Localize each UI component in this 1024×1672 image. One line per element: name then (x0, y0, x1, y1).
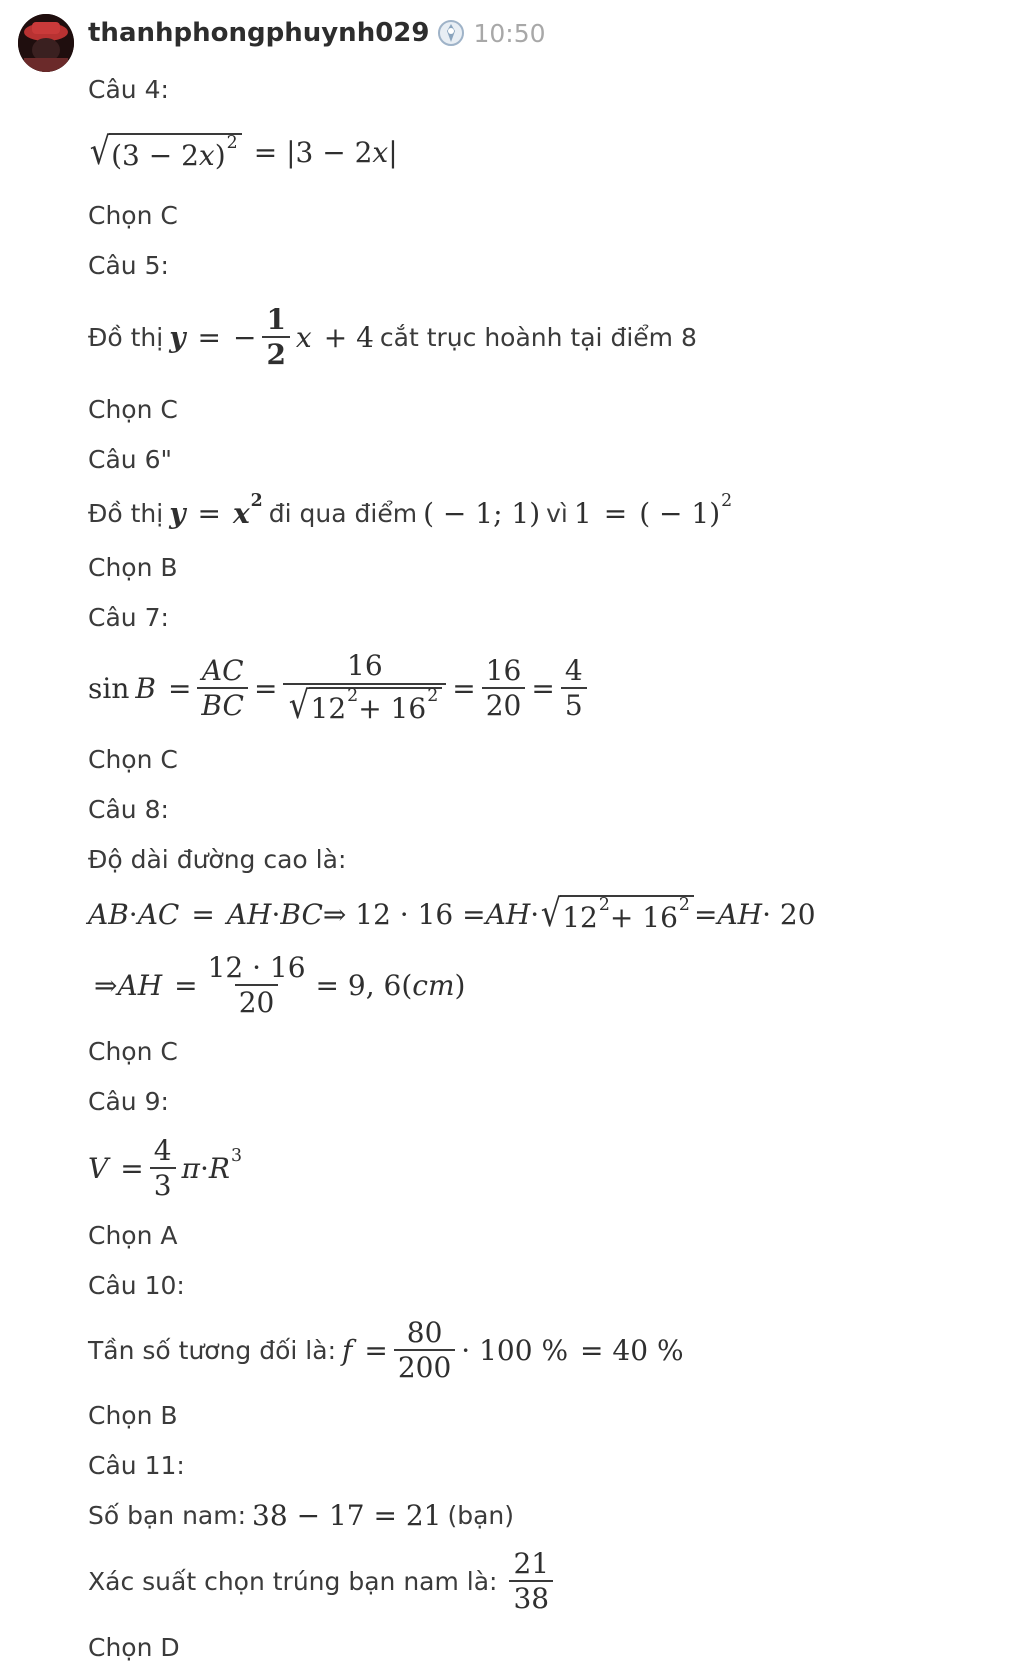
q11-answer-text: Chọn D (88, 1632, 180, 1662)
q8-text: Câu 8: (88, 794, 169, 824)
q11b-pre-text: Xác suất chọn trúng bạn nam là: (88, 1566, 498, 1596)
rank-badge-icon (437, 19, 465, 47)
q11-text: Câu 11: (88, 1450, 185, 1480)
q11-line-a: Số bạn nam: 38 − 17 = 21 (bạn) (88, 1498, 515, 1532)
q6-text: Câu 6" (88, 444, 172, 474)
question-10-label (88, 1260, 1008, 1310)
question-11-label (88, 1440, 1008, 1490)
q11a-pre-text: Số bạn nam: (88, 1500, 247, 1530)
question-4-label (88, 64, 1008, 114)
q11-line-b: Xác suất chọn trúng bạn nam là: $\frac{21}{38}$ (88, 1540, 1008, 1622)
message-time: 10:50 (473, 18, 546, 48)
q11a-post-text: (bạn) (447, 1500, 515, 1530)
q4-formula: √ (3 − 2 x ) 2 = |3 − 2 x | (89, 128, 398, 173)
q9-text: Câu 9: (88, 1086, 169, 1116)
q10-answer (88, 1390, 1008, 1440)
q7-answer-text: Chọn C (88, 744, 178, 774)
q5-text: Câu 5: (88, 250, 169, 280)
q8-text-line (88, 834, 1008, 884)
q5-line: Đồ thị y = − $\frac{1}{2}$ x + 4 cắt trục hoành tại điểm 8 (88, 302, 697, 371)
q7-answer (88, 734, 1008, 784)
question-6-label (88, 434, 1008, 484)
q7-text: Câu 7: (88, 602, 169, 632)
q6-mid-text: đi qua điểm (268, 498, 418, 528)
q9-answer (88, 1210, 1008, 1260)
q5-answer-text: Chọn C (88, 394, 178, 424)
question-8-label (88, 784, 1008, 834)
q10-text: Câu 10: (88, 1270, 185, 1300)
q10-pre-text: Tần số tương đối là: (88, 1335, 336, 1365)
avatar[interactable] (18, 14, 74, 72)
q4-text: Câu 4: (88, 74, 169, 104)
q7-formula: sin B = $\frac{AC}{BC}$ = 16 √ 12 2 + 16 2 = $\frac{16}{20}$ = $\frac{4}{5}$ (88, 642, 1008, 734)
question-5-label (88, 240, 1008, 290)
q8-answer-text: Chọn C (88, 1036, 178, 1066)
q6-answer (88, 542, 1008, 592)
q6-answer-text: Chọn B (88, 552, 178, 582)
q5-pre-text: Đồ thị (88, 322, 164, 352)
q11-answer (88, 1622, 1008, 1672)
question-7-label (88, 592, 1008, 642)
q4-answer (88, 190, 1008, 240)
q9-formula: V = $\frac{4}{3}$ π · R 3 (88, 1133, 242, 1202)
q6-mid2-text: vì (546, 498, 568, 528)
q8-answer (88, 1026, 1008, 1076)
message-content (88, 64, 1008, 1672)
q6-line: Đồ thị y = x 2 đi qua điểm ( − 1; 1) vì 1 = ( − 1) 2 (88, 490, 733, 530)
q9-answer-text: Chọn A (88, 1220, 178, 1250)
message-header (88, 15, 546, 51)
q10-answer-text: Chọn B (88, 1400, 178, 1430)
q5-post-text: cắt trục hoành tại điểm 8 (379, 322, 697, 352)
q10-line: Tần số tương đối là: f = $\frac{80}{200}$ · 100 % = 40 % (88, 1315, 684, 1384)
q8-desc-text: Độ dài đường cao là: (88, 844, 347, 874)
q8-formula-2: ⇒ AH = $\frac{12 \cdot 16}{20}$ = 9, 6( cm ) (94, 950, 466, 1019)
q8-formula-1: AB · AC = AH · BC ⇒ 12 · 16 = AH · √ 12 2 + 16 2 = AH · 20 (88, 890, 816, 935)
q5-answer (88, 384, 1008, 434)
q6-pre-text: Đồ thị (88, 498, 164, 528)
avatar-image (18, 14, 74, 72)
username[interactable]: thanhphongphuynh029 (88, 18, 430, 48)
question-9-label (88, 1076, 1008, 1126)
q4-answer-text: Chọn C (88, 200, 178, 230)
